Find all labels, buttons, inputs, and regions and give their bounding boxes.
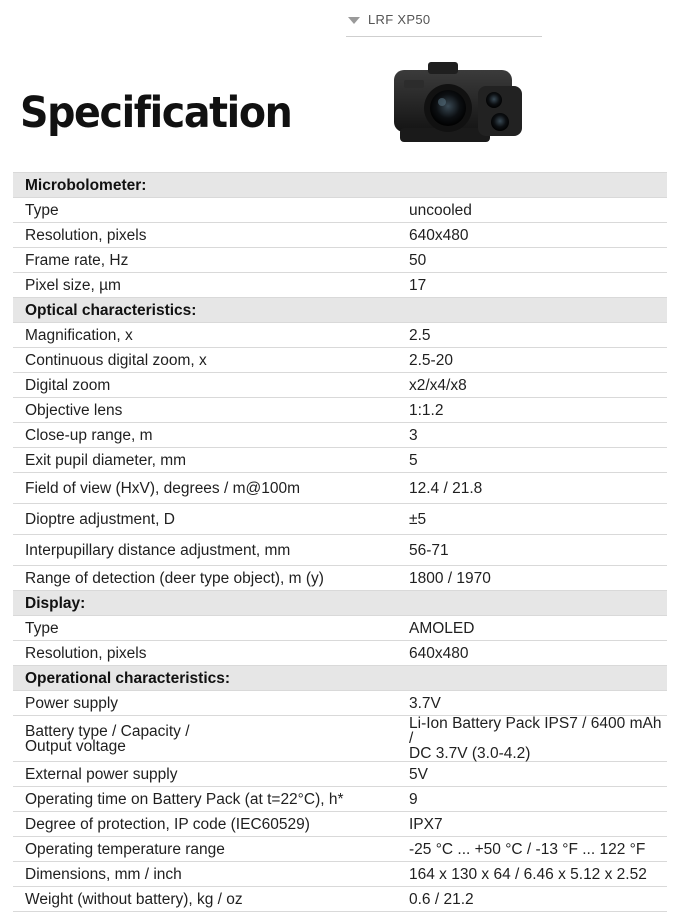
spec-row (13, 223, 667, 248)
page-title: Specification (20, 88, 292, 138)
spec-value: 2.5-20 (395, 348, 667, 373)
spec-label: Digital zoom (13, 373, 395, 398)
spec-label: Degree of protection, IP code (IEC60529) (13, 812, 395, 837)
section-header-microbolometer: Microbolometer: (13, 173, 667, 198)
spec-value: 5 (395, 448, 667, 473)
spec-label: Weight (without battery), kg / oz (13, 887, 395, 912)
spec-value: 3.7V (395, 691, 667, 716)
spec-value: -25 °C ... +50 °C / -13 °F ... 122 °F (395, 837, 667, 862)
spec-row (13, 762, 667, 787)
spec-label: Frame rate, Hz (13, 248, 395, 273)
model-label: LRF XP50 (368, 12, 431, 27)
spec-label: Close-up range, m (13, 423, 395, 448)
spec-label: Resolution, pixels (13, 223, 395, 248)
spec-value: 9 (395, 787, 667, 812)
spec-label: Dimensions, mm / inch (13, 862, 395, 887)
spec-row (13, 248, 667, 273)
spec-row (13, 198, 667, 223)
spec-label: Exit pupil diameter, mm (13, 448, 395, 473)
spec-value: 56-71 (395, 535, 667, 566)
spec-label: Type (13, 616, 395, 641)
section-header-display: Display: (13, 591, 667, 616)
spec-value: 5V (395, 762, 667, 787)
spec-value: 640x480 (395, 223, 667, 248)
spec-row (13, 323, 667, 348)
spec-row (13, 423, 667, 448)
spec-value: 3 (395, 423, 667, 448)
spec-value: 17 (395, 273, 667, 298)
spec-value: 0.6 / 21.2 (395, 887, 667, 912)
spec-label: External power supply (13, 762, 395, 787)
spec-row (13, 887, 667, 912)
spec-label: Interpupillary distance adjustment, mm (13, 535, 395, 566)
spec-label: Type (13, 198, 395, 223)
spec-row (13, 504, 667, 535)
spec-value: uncooled (395, 198, 667, 223)
spec-label: Operating time on Battery Pack (at t=22°C), h* (13, 787, 395, 812)
spec-label: Field of view (HxV), degrees / m@100m (13, 473, 395, 504)
spec-label: Continuous digital zoom, x (13, 348, 395, 373)
spec-row (13, 616, 667, 641)
spec-row (13, 273, 667, 298)
spec-row (13, 812, 667, 837)
spec-value: AMOLED (395, 616, 667, 641)
spec-row (13, 398, 667, 423)
chevron-down-icon (348, 17, 360, 24)
spec-row (13, 448, 667, 473)
spec-label: Power supply (13, 691, 395, 716)
spec-row (13, 691, 667, 716)
spec-value: 1800 / 1970 (395, 566, 667, 591)
spec-row (13, 837, 667, 862)
spec-value: IPX7 (395, 812, 667, 837)
spec-value: ±5 (395, 504, 667, 535)
spec-label: Magnification, x (13, 323, 395, 348)
device-image (386, 58, 536, 152)
spec-row (13, 373, 667, 398)
spec-row (13, 862, 667, 887)
spec-label: Resolution, pixels (13, 641, 395, 666)
spec-value: 12.4 / 21.8 (395, 473, 667, 504)
spec-value: 164 x 130 x 64 / 6.46 x 5.12 x 2.52 (395, 862, 667, 887)
model-selector[interactable] (346, 8, 542, 37)
spec-row (13, 535, 667, 566)
spec-table (13, 173, 667, 912)
spec-label: Operating temperature range (13, 837, 395, 862)
spec-label: Range of detection (deer type object), m (y) (13, 566, 395, 591)
spec-row (13, 473, 667, 504)
spec-row (13, 641, 667, 666)
spec-row (13, 566, 667, 591)
spec-row (13, 348, 667, 373)
section-header-optical: Optical characteristics: (13, 298, 667, 323)
spec-value: 50 (395, 248, 667, 273)
spec-label: Objective lens (13, 398, 395, 423)
spec-value: 2.5 (395, 323, 667, 348)
spec-value: 640x480 (395, 641, 667, 666)
spec-label: Battery type / Capacity / Output voltage (13, 716, 395, 762)
spec-row (13, 787, 667, 812)
spec-value: 1:1.2 (395, 398, 667, 423)
spec-label: Dioptre adjustment, D (13, 504, 395, 535)
spec-label: Pixel size, µm (13, 273, 395, 298)
section-header-operational: Operational characteristics: (13, 666, 667, 691)
spec-row (13, 716, 667, 762)
spec-value: Li-Ion Battery Pack IPS7 / 6400 mAh / DC 3.7V (3.0-4.2) (395, 716, 667, 762)
spec-value: x2/x4/x8 (395, 373, 667, 398)
